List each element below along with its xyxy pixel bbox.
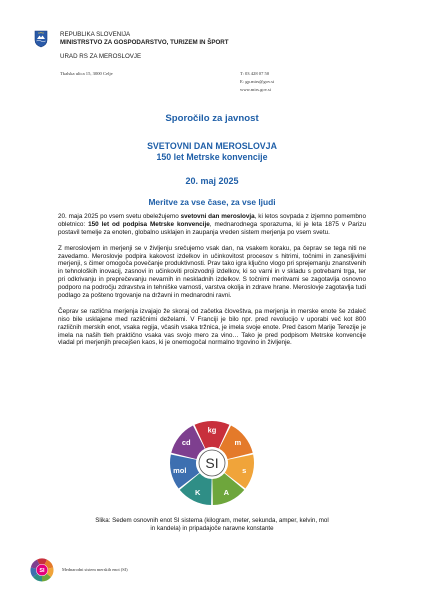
press-release-title: Sporočilo za javnost [165, 113, 259, 124]
si-unit-label-s: s [242, 465, 247, 475]
caption-line-1: Slika: Sedem osnovnih enot SI sistema (kilogram, meter, sekunda, amper, kelvin, mol [95, 517, 329, 524]
si-unit-label-K: K [194, 488, 201, 498]
header-ministry: MINISTRSTVO ZA GOSPODARSTVO, TURIZEM IN ŠPORT [60, 39, 229, 46]
article-body [58, 213, 366, 355]
figure-caption [58, 517, 366, 533]
footer-text: Mednarodni sistem merskih enot (SI) [62, 567, 128, 572]
slogan-title: Meritve za vse čase, za vse ljudi [148, 197, 276, 207]
main-title-line1: SVETOVNI DAN MEROSLOVJA [147, 141, 277, 151]
paragraph-2: Z meroslovjem in merjenji se v življenju srečujemo vsak dan, na vsakem koraku, pa čeprav se tega niti ne zavedamo. Meroslovje podpira kakovost izdelkov in učinkovitost procesov s hitrimi, točnimi in zanesljivimi merjenji, s čimer omogoča povečanje produktivnosti. Prav tako igra ključno vlogo pri sprejemanju znanstvenih in tehnoloških inovacij, zasnovi in učinkoviti proizvodnji izdelkov, ki so varni in v skladu s potrebami trga, ter pri odkrivanju in preprečevanju nevarnih in neskladnih izdelkov. S točnimi meritvami se zagotavlja osnovno podporo na področju zdravstva in tehniške varnosti, varstva okolja in zdrave hrane. Meroslovje zagotavlja tudi podlago za pošteno trgovanje na državni in mednarodni ravni. [58, 244, 366, 300]
paragraph-1: 20. maja 2025 po vsem svetu obeležujemo svetovni dan meroslovja, ki letos sovpada z izjemno pomembno obletnico: 150 let od podpisa Metrske konvencije, mednarodnega sporazuma, ki je leta 1875 v Parizu postavil temelje za enoten, globalno usklajen in zaupanja vreden sistem merjenja po vsem svetu. [58, 213, 367, 236]
header-org-name: REPUBLIKA SLOVENIJA [60, 31, 131, 38]
si-unit-label-m: m [234, 437, 242, 447]
si-unit-label-cd: cd [181, 437, 191, 447]
header-website[interactable]: www.mirs.gov.si [240, 87, 271, 92]
si-logo-icon [30, 558, 54, 582]
si-unit-label-mol: mol [173, 465, 187, 475]
si-unit-label-kg: kg [207, 425, 217, 435]
si-center-label: SI [205, 455, 219, 471]
header-phone: T: 03 428 07 50 [240, 71, 270, 76]
header-email[interactable]: E: gp.mirs@gov.si [240, 79, 275, 84]
caption-line-2: in kandela) in pripadajoče naravne konstante [150, 524, 274, 532]
si-unit-label-A: A [223, 488, 230, 498]
header-address: Tkalska ulica 15, 3000 Celje [60, 71, 113, 76]
header-office: URAD RS ZA MEROSLOVJE [60, 53, 142, 60]
paragraph-3: Čeprav se različna merjenja izvajajo že skoraj od začetka človeštva, pa merjenja in merske enote še zdaleč niso bile usklajene med različnimi deželami. V Franciji je bilo npr. pred revolucijo v uporabi več kot 800 različnih merskih enot, vsaka regija, včasih vsaka tržnica, je imela svoje enote. Pred časom Marije Terezije je imela na naših tleh praktično vsaka vas svojo mero za vino… Tako je pred podpisom Metrske konvencije vladal pri merjenjih precejšen kaos, ki je onemogočal normalno trgovino in življenje. [58, 307, 366, 347]
main-title-line2: 150 let Metrske konvencije [156, 152, 268, 162]
footer-logo-label: SI [39, 568, 45, 575]
coat-of-arms-icon [34, 30, 48, 48]
si-units-diagram [167, 418, 257, 508]
date-title: 20. maj 2025 [185, 176, 239, 186]
